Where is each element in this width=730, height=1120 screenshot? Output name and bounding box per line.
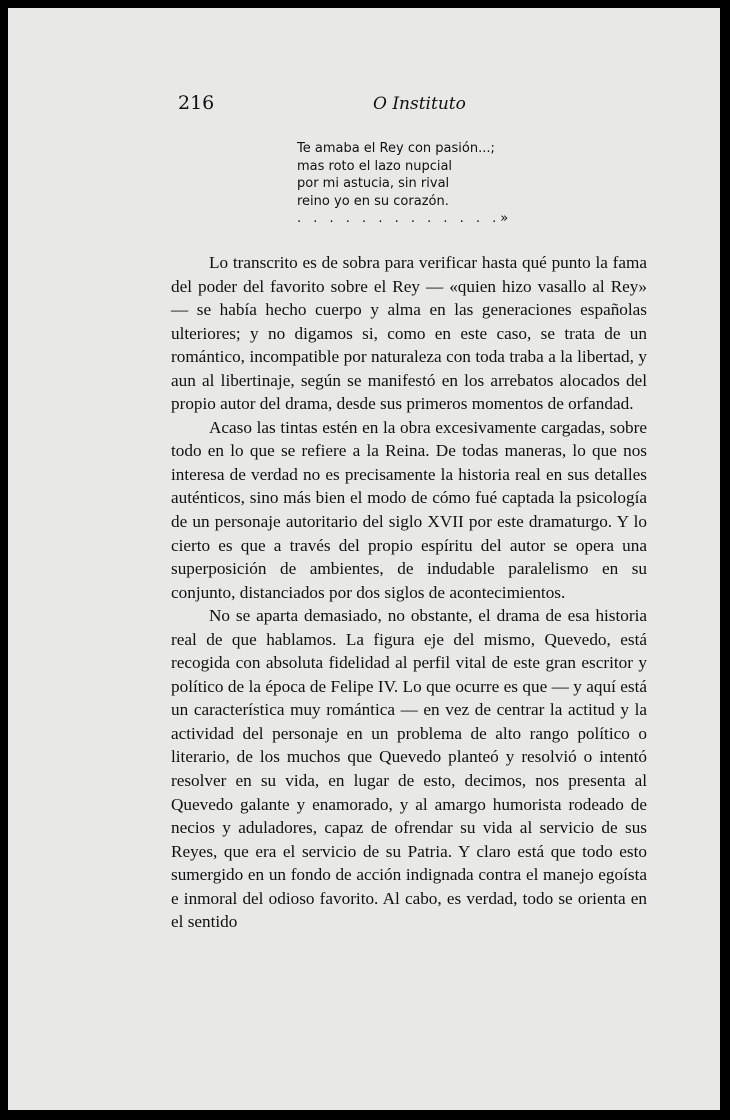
- verse-quote: [297, 140, 512, 228]
- verse-line: por mi astucia, sin rival: [297, 176, 450, 191]
- body-text: [171, 251, 647, 934]
- page-number: 216: [178, 92, 215, 114]
- book-page: [8, 8, 720, 1110]
- verse-line: reino yo en su corazón.: [297, 193, 449, 209]
- page-header: [168, 92, 648, 116]
- verse-line: Te amaba el Rey con pasión...;: [297, 141, 495, 156]
- running-title: O Instituto: [373, 94, 466, 114]
- paragraph: No se aparta demasiado, no obstante, el drama de esa historia real de que hablamos. La figura eje del mismo, Quevedo, está recogida con absoluta fidelidad al perfil vital de este gran escritor y político de la época de Felipe IV. Lo que ocurre es que — y aquí está un característica muy romántica — en vez de centrar la actitud y la actividad del personaje en un problema de alto rango político o literario, de los muchos que Quevedo planteó y resolvió o intentó resolver en su vida, en lugar de esto, decimos, nos presenta al Quevedo galante y enamorado, y al amargo humorista rodeado de necios y aduladores, capaz de ofrendar su vida al servicio de sus Reyes, que era el servicio de su Patria. Y claro está que todo esto sumergido en un fondo de acción indignada contra el manejo egoísta e inmoral del odioso favorito. Al cabo, es verdad, todo se orienta en el sentido: [171, 606, 647, 932]
- verse-ellipsis: . . . . . . . . . . . . .»: [297, 211, 513, 226]
- verse-line: mas roto el lazo nupcial: [297, 158, 453, 174]
- paragraph: Lo transcrito es de sobra para verificar hasta qué punto la fama del poder del favorito sobre el Rey — «quien hizo vasallo al Rey» — se había hecho cuerpo y alma en las generaciones españolas ulteriores; y no digamos si, como en este caso, se trata de un romántico, incompatible por naturaleza con toda traba a la libertad, y aun al libertinaje, según se manifestó en los arrebatos alocados del propio autor del drama, desde sus primeros momentos de orfandad.: [171, 253, 647, 414]
- paragraph: Acaso las tintas estén en la obra excesivamente cargadas, sobre todo en lo que se refiere a la Reina. De todas maneras, lo que nos interesa de verdad no es precisamente la historia real en sus detalles auténticos, sino más bien el modo de cómo fué captada la psicología de un personaje autoritario del siglo XVII por este dramaturgo. Y lo cierto es que a través del propio espíritu del autor se opera una superposición de ambientes, de indudable paralelismo en su conjunto, distanciados por dos siglos de acontecimientos.: [171, 417, 647, 602]
